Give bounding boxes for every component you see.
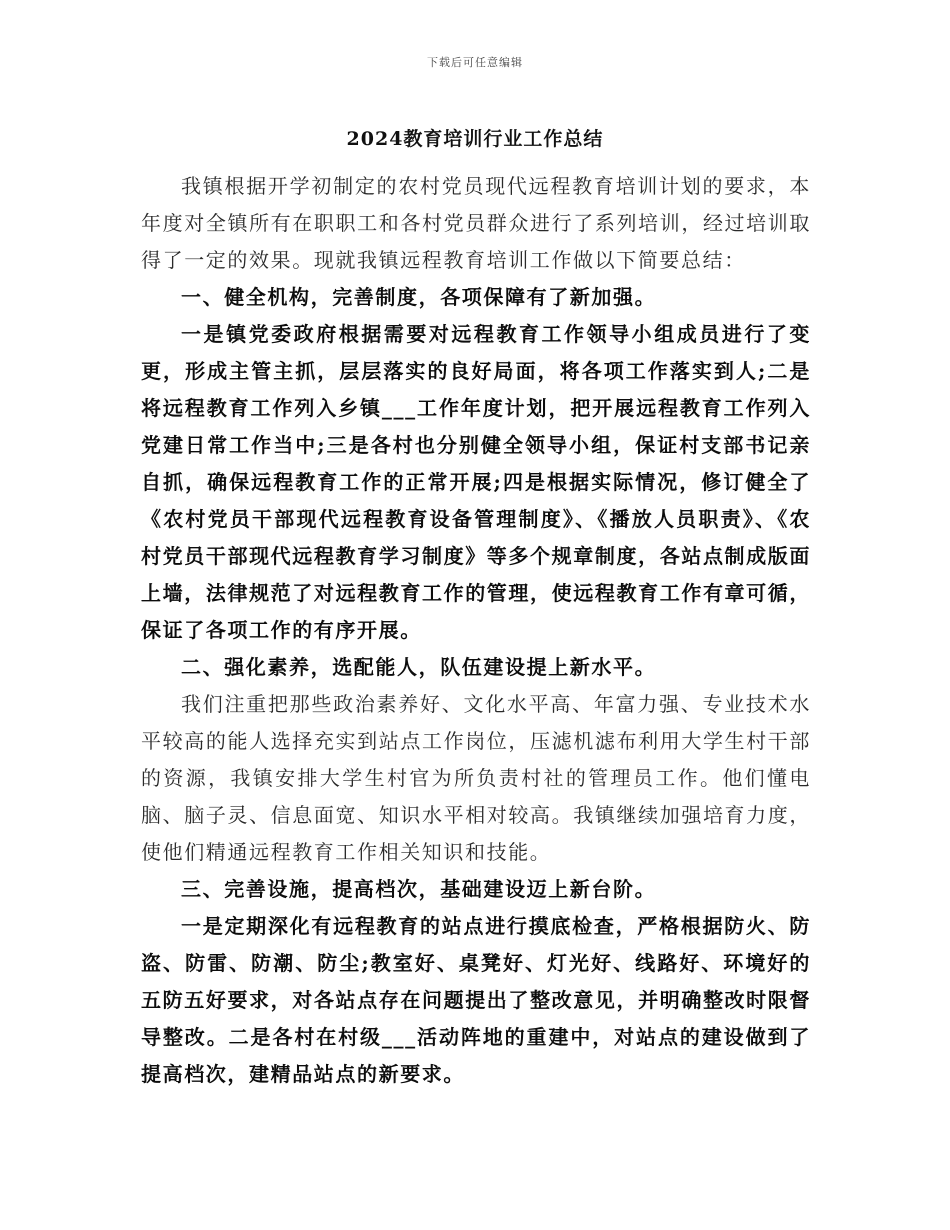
paragraph-section-2: 我们注重把那些政治素养好、文化水平高、年富力强、专业技术水平较高的能人选择充实到站点工作岗位，压滤机滤布利用大学生村干部的资源，我镇安排大学生村官为所负责村社的管理员工作。他们懂电脑、脑子灵、信息面宽、知识水平相对较高。我镇继续加强培育力度，使他们精通远程教育工作相关知识和技能。	[141, 692, 811, 864]
document-body	[141, 168, 811, 1093]
paragraph-section-3: 一是定期深化有远程教育的站点进行摸底检查，严格根据防火、防盗、防雷、防潮、防尘;教室好、桌凳好、灯光好、线路好、环境好的五防五好要求，对各站点存在问题提出了整改意见，并明确整改时限督导整改。二是各村在村级___活动阵地的重建中，对站点的建设做到了提高档次，建精品站点的新要求。	[141, 914, 811, 1086]
paragraph-intro: 我镇根据开学初制定的农村党员现代远程教育培训计划的要求，本年度对全镇所有在职职工和各村党员群众进行了系列培训，经过培训取得了一定的效果。现就我镇远程教育培训工作做以下简要总结：	[141, 174, 811, 272]
section-heading-1: 一、健全机构，完善制度，各项保障有了新加强。	[181, 285, 657, 309]
section-heading-3: 三、完善设施，提高档次，基础建设迈上新台阶。	[181, 877, 657, 901]
header-note: 下载后可任意编辑	[427, 56, 523, 69]
section-heading-2: 二、强化素养，选配能人，队伍建设提上新水平。	[181, 655, 657, 679]
document-title: 2024教育培训行业工作总结	[346, 128, 604, 150]
paragraph-section-1: 一是镇党委政府根据需要对远程教育工作领导小组成员进行了变更，形成主管主抓，层层落实的良好局面，将各项工作落实到人;二是将远程教育工作列入乡镇___工作年度计划，把开展远程教育工作列入党建日常工作当中;三是各村也分别健全领导小组，保证村支部书记亲自抓，确保远程教育工作的正常开展;四是根据实际情况，修订健全了《农村党员干部现代远程教育设备管理制度》、《播放人员职责》、《农村党员干部现代远程教育学习制度》等多个规章制度，各站点制成版面上墙，法律规范了对远程教育工作的管理，使远程教育工作有章可循，保证了各项工作的有序开展。	[141, 322, 811, 642]
